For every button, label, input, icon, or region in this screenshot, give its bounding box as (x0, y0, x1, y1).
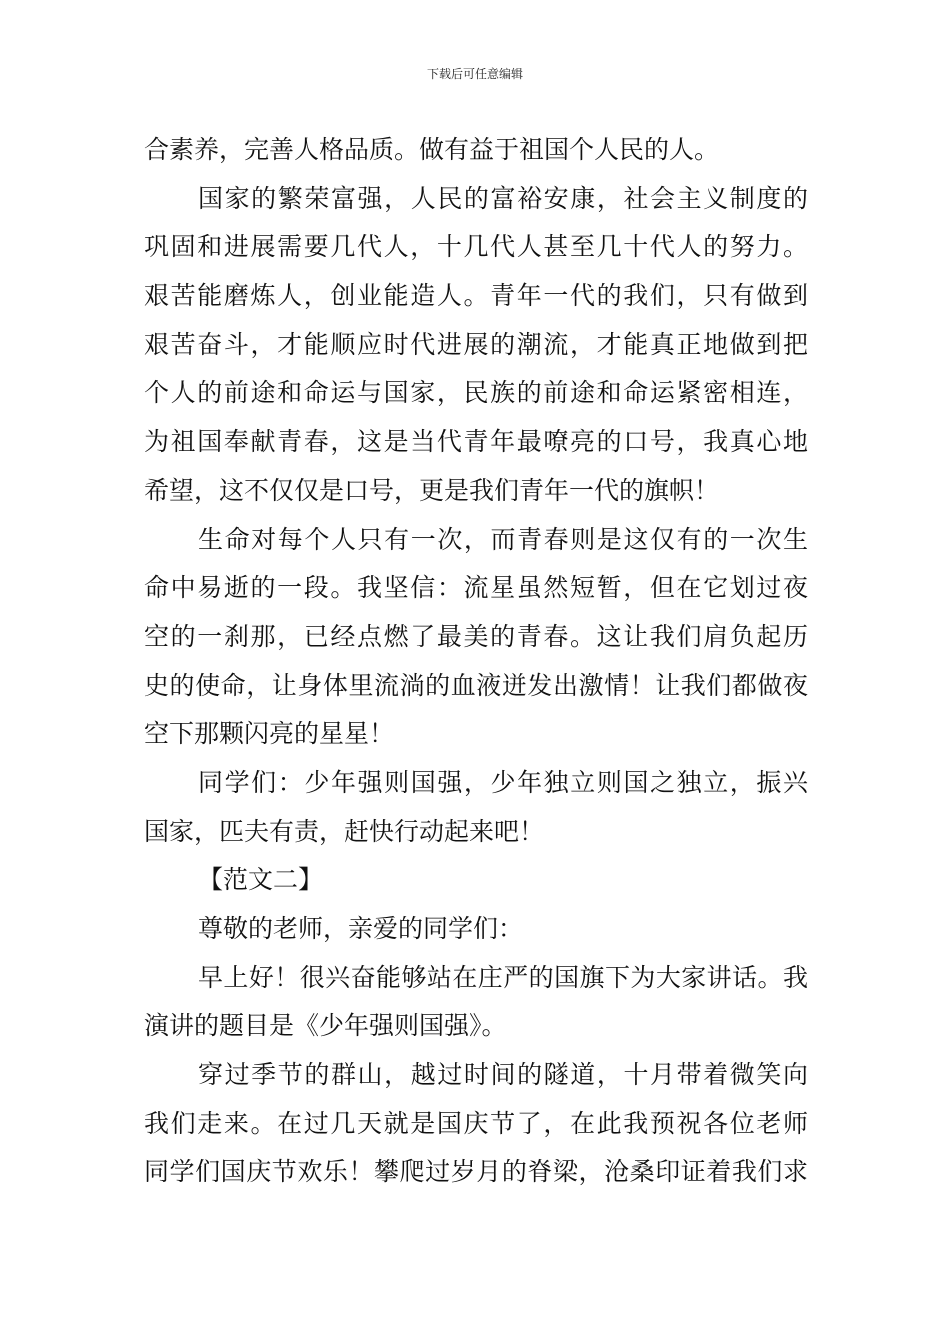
text-line: 希望，这不仅仅是口号，更是我们青年一代的旗帜！ (144, 475, 720, 505)
text-line: 个人的前途和命运与国家，民族的前途和命运紧密相连， (144, 378, 808, 408)
text-line: 【范文二】 (198, 865, 324, 895)
text-line: 史的使命，让身体里流淌的血液迸发出激情！让我们都做夜 (144, 670, 808, 700)
text-line: 合素养，完善人格品质。做有益于祖国个人民的人。 (144, 135, 720, 164)
text-line: 国家，匹夫有责，赶快行动起来吧！ (144, 816, 545, 846)
text-line: 早上好！很兴奋能够站在庄严的国旗下为大家讲话。我 (198, 962, 808, 992)
text-line: 尊敬的老师，亲爱的同学们： (198, 914, 524, 943)
text-line: 生命对每个人只有一次，而青春则是这仅有的一次生 (198, 524, 808, 554)
paragraph-p8 (144, 1051, 808, 1197)
text-line: 同学们国庆节欢乐！攀爬过岁月的脊梁，沧桑印证着我们求 (144, 1157, 808, 1187)
text-line: 同学们：少年强则国强，少年独立则国之独立，振兴 (198, 767, 808, 797)
text-line: 演讲的题目是《少年强则国强》。 (144, 1011, 507, 1041)
paragraph-p6 (144, 905, 808, 954)
text-line: 命中易逝的一段。我坚信：流星虽然短暂，但在它划过夜 (144, 573, 808, 603)
paragraph-p3 (144, 516, 808, 759)
paragraph-p7 (144, 954, 808, 1051)
text-line: 为祖国奉献青春，这是当代青年最嘹亮的口号，我真心地 (144, 427, 808, 457)
text-line: 艰苦能磨炼人，创业能造人。青年一代的我们，只有做到 (144, 281, 808, 311)
text-line: 艰苦奋斗，才能顺应时代进展的潮流，才能真正地做到把 (144, 329, 808, 359)
paragraph-p2 (144, 175, 808, 516)
text-line: 空的一刹那，已经点燃了最美的青春。这让我们肩负起历 (144, 621, 808, 651)
text-line: 空下那颗闪亮的星星！ (144, 719, 395, 749)
page-header: 下载后可任意编辑 (426, 67, 523, 81)
text-line: 我们走来。在过几天就是国庆节了，在此我预祝各位老师 (144, 1108, 808, 1138)
paragraph-p5 (144, 856, 808, 905)
text-line: 国家的繁荣富强，人民的富裕安康，社会主义制度的 (198, 183, 808, 213)
document-body (144, 126, 808, 1197)
text-line: 巩固和进展需要几代人，十几代人甚至几十代人的努力。 (144, 232, 808, 262)
text-line: 穿过季节的群山，越过时间的隧道，十月带着微笑向 (198, 1060, 808, 1090)
paragraph-p4 (144, 759, 808, 856)
paragraph-p1 (144, 126, 808, 175)
